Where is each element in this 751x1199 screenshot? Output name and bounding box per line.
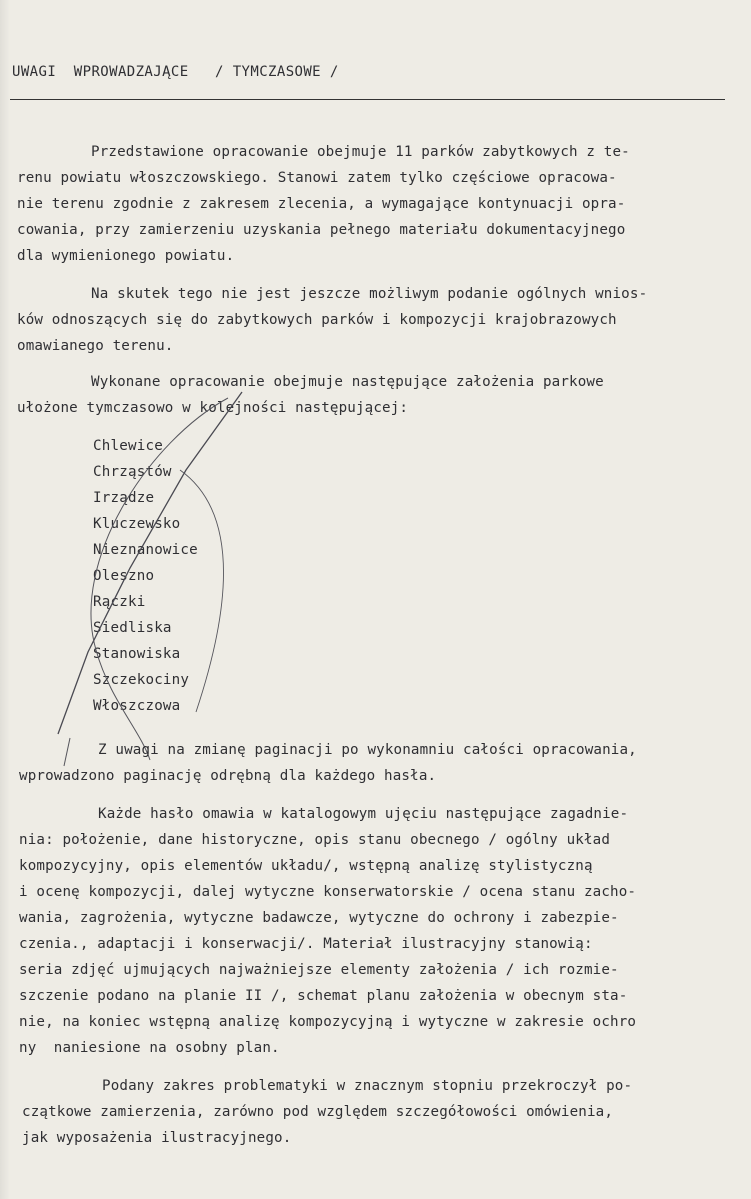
paragraph-4-line: wprowadzono paginację odrębną dla każdego hasła. — [19, 768, 437, 784]
paragraph-5-line: nia: położenie, dane historyczne, opis stanu obecnego / ogólny układ — [19, 832, 611, 848]
paragraph-3-line: ułożone tymczasowo w kolejności następującej: — [17, 400, 409, 416]
paragraph-6-line: Podany zakres problematyki w znacznym stopniu przekroczył po- — [102, 1078, 633, 1094]
paragraph-5-line: ny naniesione na osobny plan. — [19, 1040, 280, 1056]
paragraph-5-line: szczenie podano na planie II /, schemat planu założenia w obecnym sta- — [19, 988, 628, 1004]
paragraph-5-line: seria zdjęć ujmujących najważniejsze elementy założenia / ich rozmie- — [19, 962, 619, 978]
paragraph-1-line: nie terenu zgodnie z zakresem zlecenia, a wymagające kontynuacji opra- — [17, 196, 626, 212]
paragraph-1-line: cowania, przy zamierzeniu uzyskania pełnego materiału dokumentacyjnego — [17, 222, 626, 238]
paragraph-2-line: omawianego terenu. — [17, 338, 174, 354]
town-list-item: Chlewice — [93, 438, 163, 454]
paragraph-5-line: czenia., adaptacji i konserwacji/. Materiał ilustracyjny stanowią: — [19, 936, 593, 952]
paragraph-5-line: Każde hasło omawia w katalogowym ujęciu następujące zagadnie- — [98, 806, 629, 822]
town-list-item: Oleszno — [93, 568, 155, 584]
town-list-item: Rączki — [93, 594, 146, 610]
town-list-item: Stanowiska — [93, 646, 181, 662]
paragraph-4-line: Z uwagi na zmianę paginacji po wykonamniu całości opracowania, — [98, 742, 637, 758]
paragraph-1-line: dla wymienionego powiatu. — [17, 248, 235, 264]
town-list-item: Irządze — [93, 490, 155, 506]
paragraph-5-line: kompozycyjny, opis elementów układu/, wstępną analizę stylistyczną — [19, 858, 593, 874]
town-list-item: Kluczewsko — [93, 516, 181, 532]
heading-underline — [10, 99, 725, 100]
paragraph-2-line: Na skutek tego nie jest jeszcze możliwym podanie ogólnych wnios- — [91, 286, 648, 302]
town-list-item: Siedliska — [93, 620, 172, 636]
paragraph-6-line: jak wyposażenia ilustracyjnego. — [22, 1130, 292, 1146]
town-list-item: Szczekociny — [93, 672, 190, 688]
page-heading: UWAGI WPROWADZAJĄCE / TYMCZASOWE / — [12, 64, 339, 80]
paragraph-2-line: ków odnoszących się do zabytkowych parków i kompozycji krajobrazowych — [17, 312, 617, 328]
paragraph-6-line: czątkowe zamierzenia, zarówno pod względem szczegółowości omówienia, — [22, 1104, 614, 1120]
paragraph-5-line: i ocenę kompozycji, dalej wytyczne konserwatorskie / ocena stanu zacho- — [19, 884, 637, 900]
town-list-item: Chrząstów — [93, 464, 172, 480]
paragraph-1-line: renu powiatu włoszczowskiego. Stanowi zatem tylko częściowe opracowa- — [17, 170, 617, 186]
town-list-item: Włoszczowa — [93, 698, 181, 714]
town-list-item: Nieznanowice — [93, 542, 198, 558]
paragraph-5-line: wania, zagrożenia, wytyczne badawcze, wytyczne do ochrony i zabezpie- — [19, 910, 619, 926]
paragraph-5-line: nie, na koniec wstępną analizę kompozycyjną i wytyczne w zakresie ochro — [19, 1014, 637, 1030]
paragraph-3-line: Wykonane opracowanie obejmuje następujące założenia parkowe — [91, 374, 604, 390]
paragraph-1-line: Przedstawione opracowanie obejmuje 11 parków zabytkowych z te- — [91, 144, 630, 160]
